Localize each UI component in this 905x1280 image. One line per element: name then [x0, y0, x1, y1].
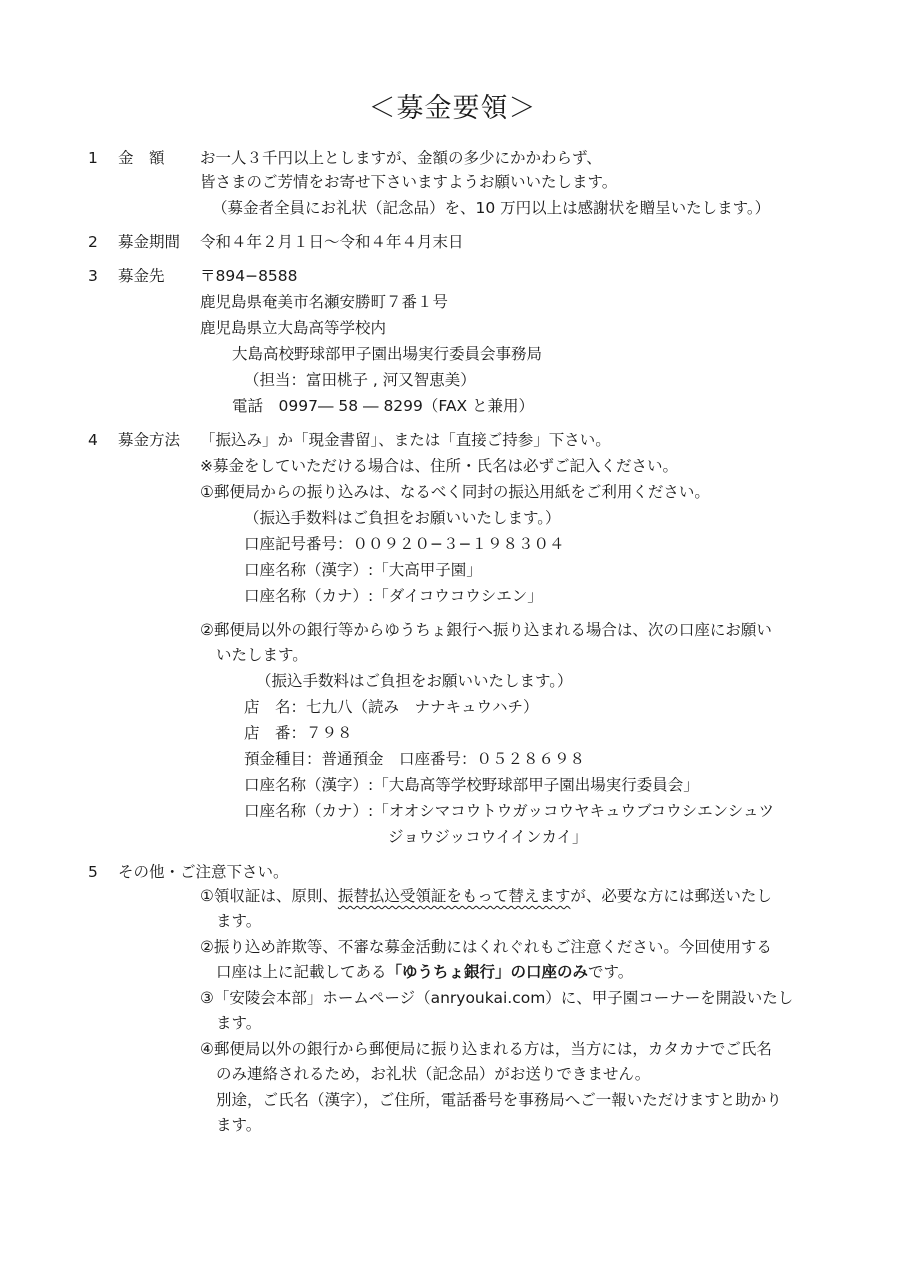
postal-account-number: 口座記号番号：００９２０−３−１９８３０４ [244, 535, 565, 553]
section-4-label: 募金方法 [118, 431, 181, 449]
section-3-label: 募金先 [118, 267, 165, 285]
payment-methods: 「振込み」か「現金書留」、または「直接ご持参」下さい。 [200, 431, 611, 449]
branch-name: 店 名：七九八（読み ナナキュウハチ） [244, 698, 539, 716]
section-1-label: 金 額 [118, 149, 165, 167]
note-4-line-2: のみ連絡されるため，お礼状（記念品）がお送りできません。 [216, 1065, 651, 1083]
section-2-line-1: 令和４年２月１日〜令和４年４月末日 [200, 233, 464, 251]
section-3-number: 3 [88, 267, 98, 285]
section-5-number: 5 [88, 863, 98, 881]
phone-number: 電話 0997― 58 ― 8299（FAX と兼用） [232, 397, 535, 415]
address: 鹿児島県奄美市名瀬安勝町７番１号 [200, 293, 449, 311]
note-4-line-1: ④郵便局以外の銀行から郵便局に振り込まれる方は，当方には，カタカナでご氏名 [200, 1040, 772, 1058]
note-2-line-2 [216, 962, 633, 982]
bank-transfer-fee-note: （振込手数料はご負担をお願いいたします。） [256, 672, 573, 690]
postal-account-name-kanji: 口座名称（漢字）:「大高甲子園」 [244, 561, 482, 579]
section-5-label: その他・ご注意下さい。 [118, 863, 289, 881]
section-1-number: 1 [88, 149, 98, 167]
note-1-text-a: ①領収証は、原則、 [200, 887, 338, 905]
note-1-line-2: ます。 [216, 912, 262, 930]
bank-transfer-line-1: ②郵便局以外の銀行等からゆうちょ銀行へ振り込まれる場合は、次の口座にお願い [200, 621, 772, 639]
note-3-line-2: ます。 [216, 1014, 262, 1032]
payment-note: ※募金をしていただける場合は、住所・氏名は必ずご記入ください。 [200, 457, 678, 475]
section-2-number: 2 [88, 233, 98, 251]
section-1-line-1: お一人３千円以上としますが、金額の多少にかかわらず、 [200, 149, 602, 167]
note-1-text-c: が、必要な方には郵送いたし [570, 887, 772, 905]
section-4-number: 4 [88, 431, 98, 449]
note-4-line-4: ます。 [216, 1116, 262, 1134]
postal-code: 〒894−8588 [200, 267, 298, 285]
postal-account-name-kana: 口座名称（カナ）:「ダイコウコウシエン」 [244, 587, 543, 605]
bank-transfer-line-2: いたします。 [216, 646, 308, 664]
note-3-line-1: ③「安陵会本部」ホームページ（anryoukai.com）に、甲子園コーナーを開設いたし [200, 989, 794, 1007]
bank-account-name-kana-1: 口座名称（カナ）:「オオシマコウトウガッコウヤキュウブコウシエンシュツ [244, 802, 774, 820]
note-2-text-d: です。 [588, 963, 634, 981]
note-2-emphasis: 「ゆうちょ銀行」の口座のみ [386, 963, 589, 981]
page-title: ＜募金要領＞ [368, 93, 537, 124]
section-2-label: 募金期間 [118, 233, 181, 251]
branch-number: 店 番：７９８ [244, 724, 353, 742]
contact-persons: （担当：富田桃子 , 河又智恵美） [244, 371, 476, 389]
section-1-line-3: （募金者全員にお礼状（記念品）を、10 万円以上は感謝状を贈呈いたします。） [212, 199, 771, 217]
note-1-line-1 [200, 886, 772, 906]
postal-transfer-fee-note: （振込手数料はご負担をお願いいたします。） [244, 509, 561, 527]
school-name: 鹿児島県立大島高等学校内 [200, 319, 387, 337]
bank-account-name-kanji: 口座名称（漢字）:「大島高等学校野球部甲子園出場実行委員会」 [244, 776, 699, 794]
section-1-line-2: 皆さまのご芳情をお寄せ下さいますようお願いいたします。 [200, 173, 618, 191]
office-name: 大島高校野球部甲子園出場実行委員会事務局 [232, 345, 543, 363]
postal-transfer-line-1: ①郵便局からの振り込みは、なるべく同封の振込用紙をご利用ください。 [200, 483, 710, 501]
note-1-emphasis: 振替払込受領証をもって替えます [337, 887, 571, 905]
account-type-number: 預金種目：普通預金 口座番号：０５２８６９８ [244, 750, 586, 768]
bank-account-name-kana-2: ジョウジッコウイインカイ」 [388, 828, 588, 846]
note-2-line-1: ②振り込め詐欺等、不審な募金活動にはくれぐれもご注意ください。今回使用する [200, 938, 772, 956]
note-4-line-3: 別途，ご氏名（漢字），ご住所，電話番号を事務局へご一報いただけますと助かり [216, 1091, 782, 1109]
note-2-text-b: 口座は上に記載してある [216, 963, 387, 981]
